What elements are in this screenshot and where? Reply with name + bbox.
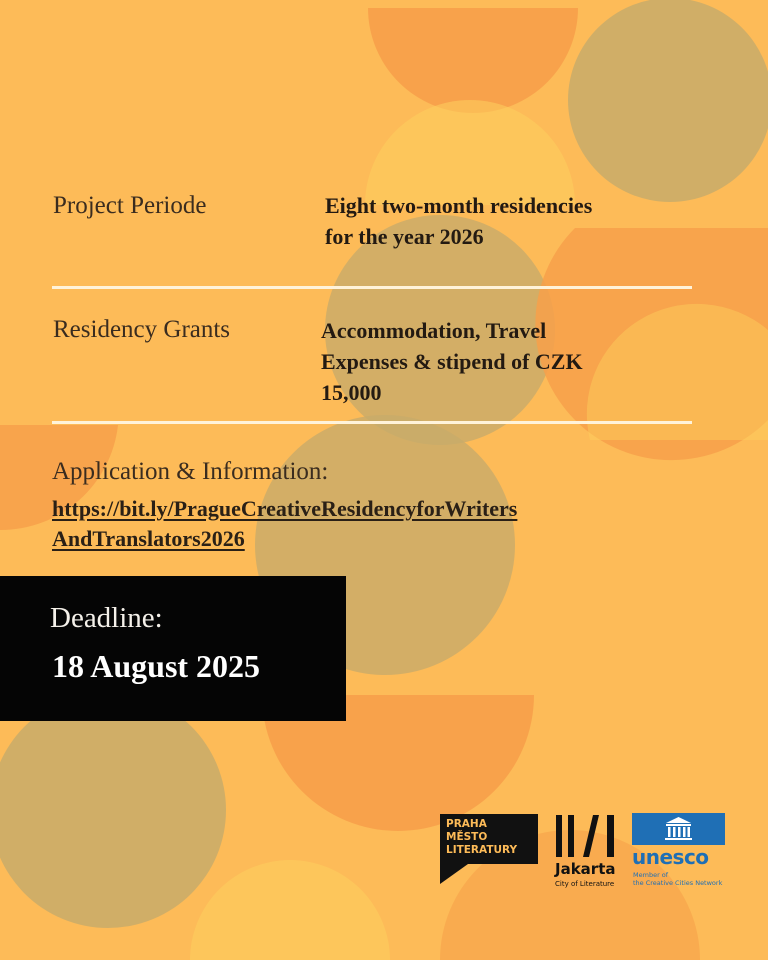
divider-2 [52,421,692,424]
unesco-logo [632,813,732,893]
project-period-line-1: Eight two-month residencies [325,193,593,218]
application-link[interactable] [52,494,517,554]
residency-grants-label: Residency Grants [53,316,231,343]
unesco-subtitle-line-2: the Creative Cities Network [633,879,723,887]
jakarta-subtitle: City of Literature [555,880,615,888]
application-link-line-2[interactable]: AndTranslators2026 [52,526,245,551]
application-link-line-1[interactable]: https://bit.ly/PragueCreativeResidencyforWriters [52,496,518,521]
project-period-label: Project Periode [53,192,207,219]
bg-half-circle-top [368,8,578,113]
project-period-line-2: for the year 2026 [325,224,484,249]
application-label: Application & Information: [52,458,329,485]
deadline-date: 18 August 2025 [52,648,261,684]
praha-line-2: MĚSTO [446,831,488,843]
jakarta-bars-icon [553,813,619,857]
bg-yellow-arch-bottom [190,860,390,960]
praha-line-1: PRAHA [446,818,487,830]
praha-logo-box [440,814,538,864]
unesco-temple-icon [632,813,725,845]
jakarta-name: Jakarta [555,860,616,878]
residency-grants-line-3: 15,000 [321,380,382,405]
praha-line-3: LITERATURY [446,844,518,856]
unesco-name: unesco [632,845,709,869]
bg-circle-bottom-left [0,692,226,928]
bg-circle-top-right [568,0,768,202]
praha-mesto-literatury-logo [440,814,538,886]
praha-logo-text [446,818,517,857]
unesco-subtitle [633,871,722,887]
residency-grants-value [321,315,583,408]
project-period-value [325,190,592,252]
divider-1 [52,286,692,289]
deadline-box [0,576,346,721]
jakarta-city-of-literature-logo [553,813,623,893]
unesco-temple-box [632,813,725,845]
deadline-label: Deadline: [50,602,163,634]
praha-speech-tail-icon [440,864,470,886]
residency-grants-line-1: Accommodation, Travel [321,318,547,343]
residency-grants-line-2: Expenses & stipend of CZK [321,349,583,374]
unesco-subtitle-line-1: Member of [633,871,669,879]
